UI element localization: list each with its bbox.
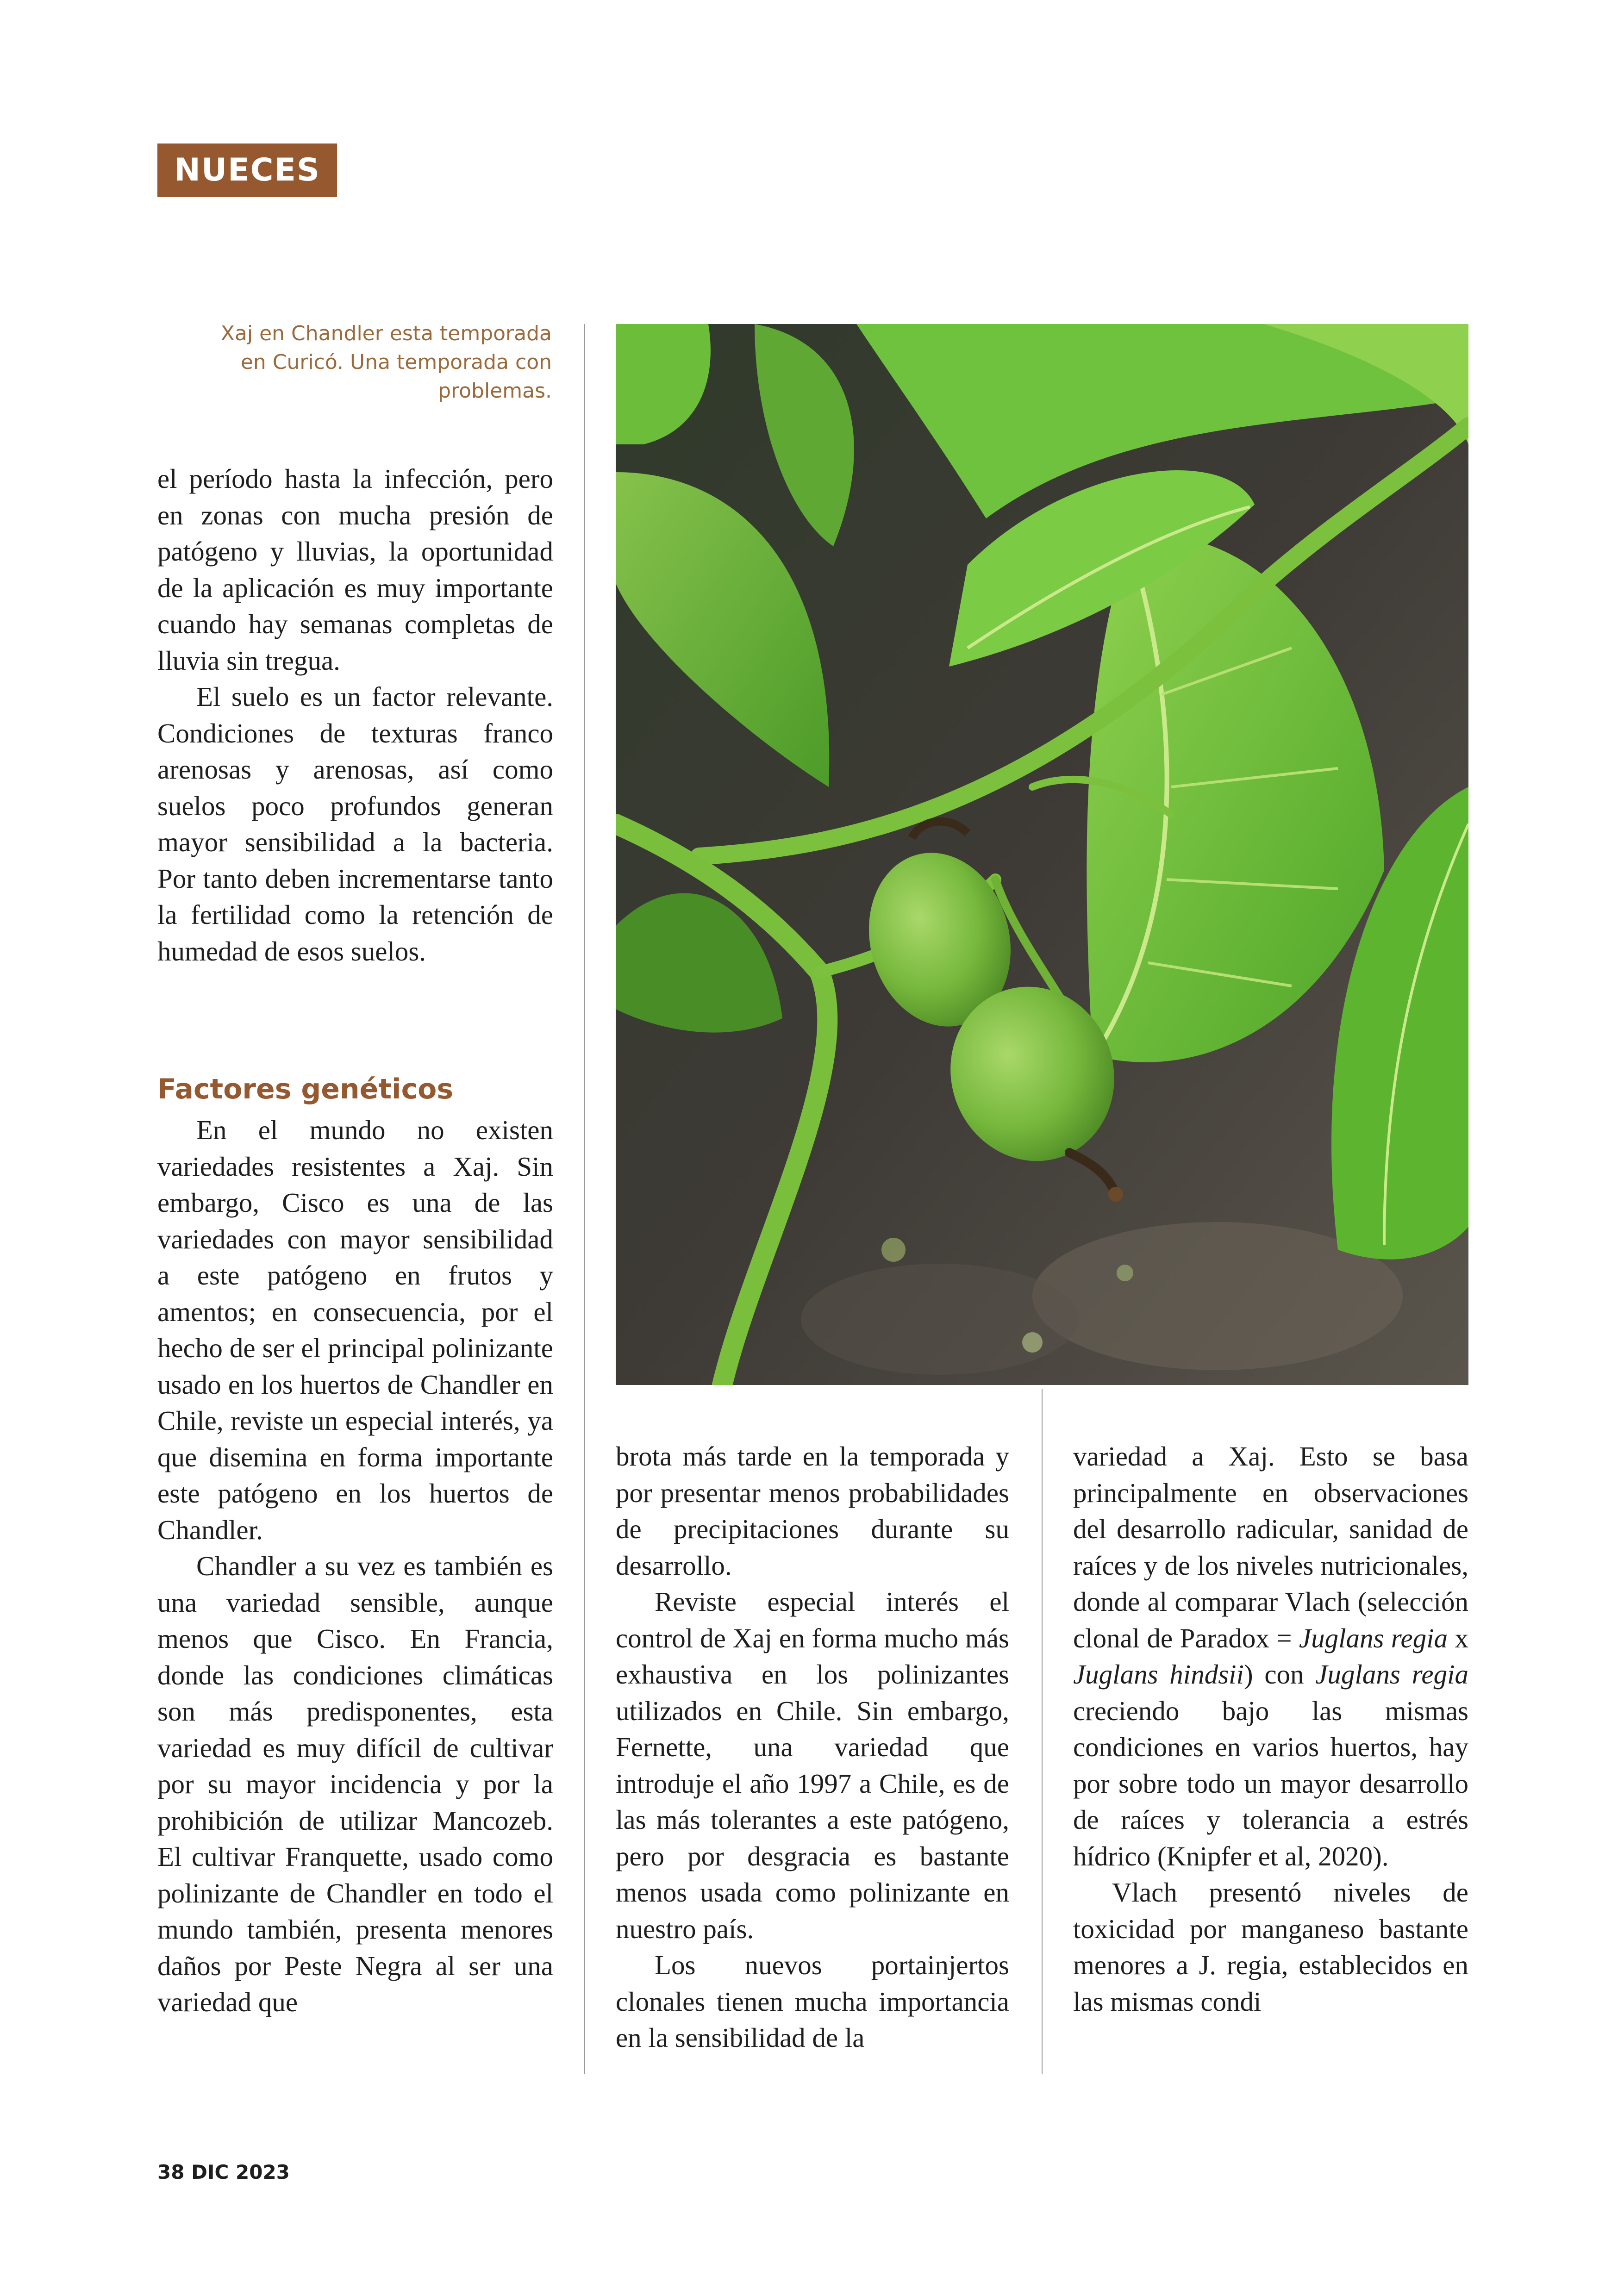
text-run: x <box>1448 1622 1468 1653</box>
walnut-photo <box>616 324 1468 1385</box>
section-heading: Factores genéticos <box>157 1073 454 1105</box>
text-run: ) con <box>1243 1659 1316 1690</box>
paragraph: Vlach presentó niveles de toxicidad por manganeso bastante menores a J. regia, establecidos en las mismas condi <box>1073 1877 1468 2017</box>
column-1-top <box>157 461 553 969</box>
column-rule-2 <box>1042 1389 1043 2074</box>
walnut-branch-image <box>616 324 1468 1385</box>
section-tag: NUECES <box>157 143 337 197</box>
paragraph: el período hasta la infección, pero en zonas con mucha presión de patógeno y lluvias, la oportunidad de la aplicación es muy importante cuando hay semanas completas de lluvia sin tregua. <box>157 463 553 676</box>
text-run: creciendo bajo las mismas condiciones en varios huertos, hay por sobre todo un mayor desarrollo de raíces y tolerancia a estrés hídrico (Knipfer et al, 2020). <box>1073 1695 1468 1871</box>
column-1-bottom <box>157 1112 553 2021</box>
photo-caption: Xaj en Chandler esta temporada en Curicó. Una temporada con problemas. <box>220 322 552 403</box>
paragraph: Chandler a su vez es también es una variedad sensible, aunque menos que Cisco. En Francia, donde las condiciones climáticas son más predisponentes, esta variedad es muy difícil de cultivar por su mayor incidencia y por la prohibición de utilizar Mancozeb. El cultivar Franquette, usado como polinizante de Chandler en todo el mundo también, presenta menores daños por Peste Negra al ser una variedad que <box>157 1551 553 2017</box>
species-name: Juglans regia <box>1315 1659 1468 1690</box>
species-name: Juglans regia <box>1299 1622 1448 1653</box>
species-name: Juglans hindsii <box>1073 1659 1244 1690</box>
paragraph <box>1073 1438 1468 1874</box>
page-folio: 38 DIC 2023 <box>157 2161 290 2183</box>
paragraph: brota más tarde en la temporada y por presentar menos probabilidades de precipitaciones durante su desarrollo. <box>616 1441 1009 1581</box>
column-rule-1 <box>584 324 585 2074</box>
paragraph: Reviste especial interés el control de Xaj en forma mucho más exhaustiva en los polinizantes utilizados en Chile. Sin embargo, Fernette, una variedad que introduje el año 1997 a Chile, es de las más tolerantes a este patógeno, pero por desgracia es bastante menos usada como polinizante en nuestro país. <box>616 1586 1009 1944</box>
text-run: variedad a Xaj. Esto se basa principalmente en observaciones del desarrollo radicular, sanidad de raíces y de los niveles nutricionales, donde al comparar Vlach (selección clonal de Paradox = <box>1073 1441 1468 1653</box>
paragraph: Los nuevos portainjertos clonales tienen mucha importancia en la sensibilidad de la <box>616 1950 1009 2053</box>
paragraph: En el mundo no existen variedades resistentes a Xaj. Sin embargo, Cisco es una de las variedades con mayor sensibilidad a este patógeno en frutos y amentos; en consecuencia, por el hecho de ser el principal polinizante usado en los huertos de Chandler en Chile, reviste un especial interés, ya que disemina en forma importante este patógeno en los huertos de Chandler. <box>157 1115 553 1545</box>
column-2 <box>616 1438 1009 2056</box>
paragraph: El suelo es un factor relevante. Condiciones de texturas franco arenosas y arenosas, así como suelos poco profundos generan mayor sensibilidad a la bacteria. Por tanto deben incrementarse tanto la fertilidad como la retención de humedad de esos suelos. <box>157 681 553 967</box>
column-3 <box>1073 1438 1468 2020</box>
